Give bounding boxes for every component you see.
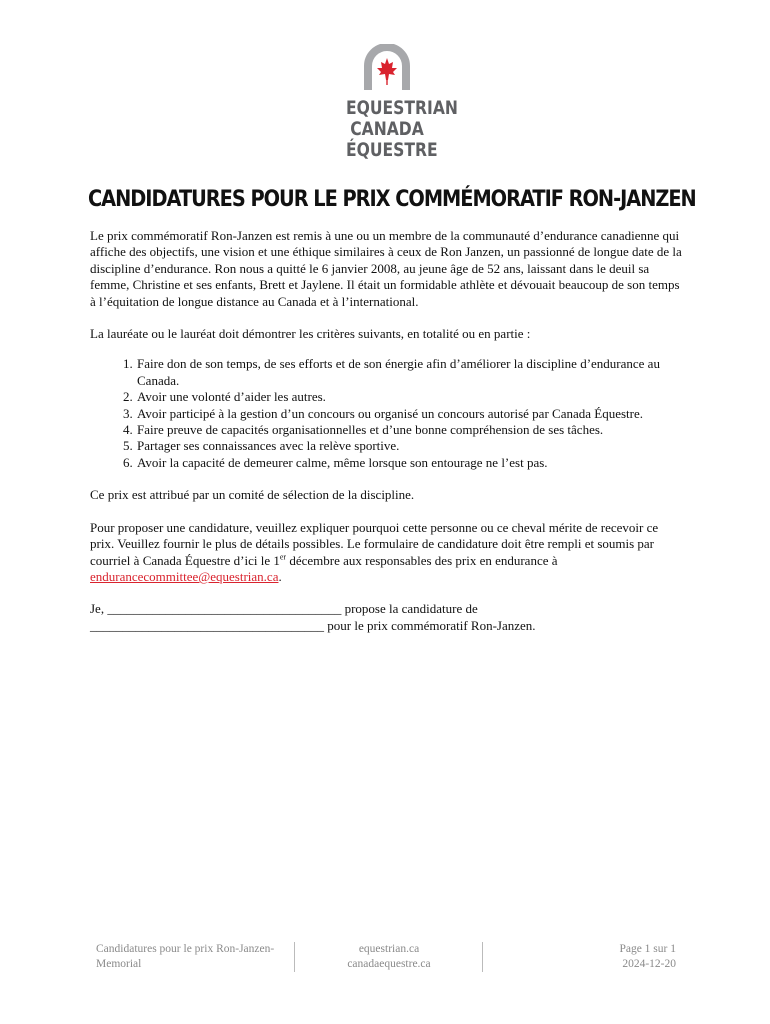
- selection-paragraph: Ce prix est attribué par un comité de sélection de la discipline.: [90, 487, 415, 503]
- footer-divider: [482, 942, 483, 972]
- footer-website-2[interactable]: canadaequestre.ca: [347, 958, 431, 970]
- equestrian-canada-logo: [337, 44, 458, 161]
- criteria-item: 2. Avoir une volonté d’aider les autres.: [136, 389, 684, 405]
- nominee-blank[interactable]: ____________________________________: [90, 617, 324, 633]
- nominator-blank[interactable]: ____________________________________: [107, 601, 342, 617]
- nomination-middle: propose la candidature de: [341, 601, 478, 617]
- nomination-paragraph: [90, 601, 684, 634]
- instructions-paragraph: [90, 520, 684, 586]
- criteria-item: 6. Avoir la capacité de demeurer calme, même lorsque son entourage ne l’est pas.: [136, 455, 684, 471]
- criteria-item: 5. Partager ses connaissances avec la relève sportive.: [136, 438, 684, 454]
- criteria-list: [90, 356, 684, 471]
- footer-document-title: Candidatures pour le prix Ron-Janzen-Memorial: [96, 943, 275, 970]
- criteria-item: 3. Avoir participé à la gestion d’un concours ou organisé un concours autorisé par Canada Équestre.: [136, 406, 684, 422]
- nomination-prefix: Je,: [90, 601, 108, 617]
- footer-page-info: [556, 942, 676, 972]
- criteria-item: 1. Faire don de son temps, de ses efforts et de son énergie afin d’améliorer la discipline d’endurance au Canada.: [136, 356, 684, 389]
- page-footer: [96, 942, 676, 972]
- nomination-suffix: pour le prix commémoratif Ron-Janzen.: [324, 617, 536, 633]
- intro-paragraph: Le prix commémoratif Ron-Janzen est remis à une ou un membre de la communauté d’endurance canadienne qui affiche des objectifs, une vision et une éthique similaires à ceux de Ron Janzen, un passionné de longue date de la discipline d’endurance. Ron nous a quitté le 6 janvier 2008, au jeune âge de 52 ans, laissant dans le deuil sa femme, Christine et ses enfants, Brett et Jaylene. Il était un formidable athlète et dévouait beaucoup de son temps à l’équitation de longue distance au Canada et à l’international.: [90, 228, 682, 309]
- footer-divider: [294, 942, 295, 972]
- instructions-text-2: décembre aux responsables des prix en endurance à: [286, 552, 558, 568]
- page-number: Page 1 sur 1: [619, 943, 676, 955]
- ordinal-superscript: er: [279, 552, 287, 562]
- page-title: CANDIDATURES POUR LE PRIX COMMÉMORATIF RON-JANZEN: [88, 186, 696, 212]
- criteria-item: 4. Faire preuve de capacités organisationnelles et d’une bonne compréhension de ses tâches.: [136, 422, 684, 438]
- email-link[interactable]: endurancecommittee@equestrian.ca: [90, 568, 279, 584]
- instructions-text-3: .: [278, 568, 282, 584]
- horseshoe-maple-leaf-icon: [358, 44, 416, 92]
- footer-websites: [334, 942, 444, 972]
- criteria-intro: La lauréate ou le lauréat doit démontrer les critères suivants, en totalité ou en partie :: [90, 326, 531, 342]
- footer-website-1[interactable]: equestrian.ca: [358, 943, 420, 955]
- instructions-text-1: Pour proposer une candidature, veuillez expliquer pourquoi cette personne ou ce cheval mérite de recevoir ce prix. Veuillez fournir le plus de détails possibles. Le formulaire de candidature doit être rempli et soumis par courriel à Canada Équestre d’ici le 1: [90, 519, 659, 568]
- footer-date: 2024-12-20: [622, 958, 676, 970]
- logo-line-3: ÉQUESTRE: [346, 139, 438, 161]
- document-body: [90, 228, 684, 634]
- logo-line-2: CANADA: [350, 118, 424, 140]
- logo-line-1: EQUESTRIAN: [346, 97, 458, 119]
